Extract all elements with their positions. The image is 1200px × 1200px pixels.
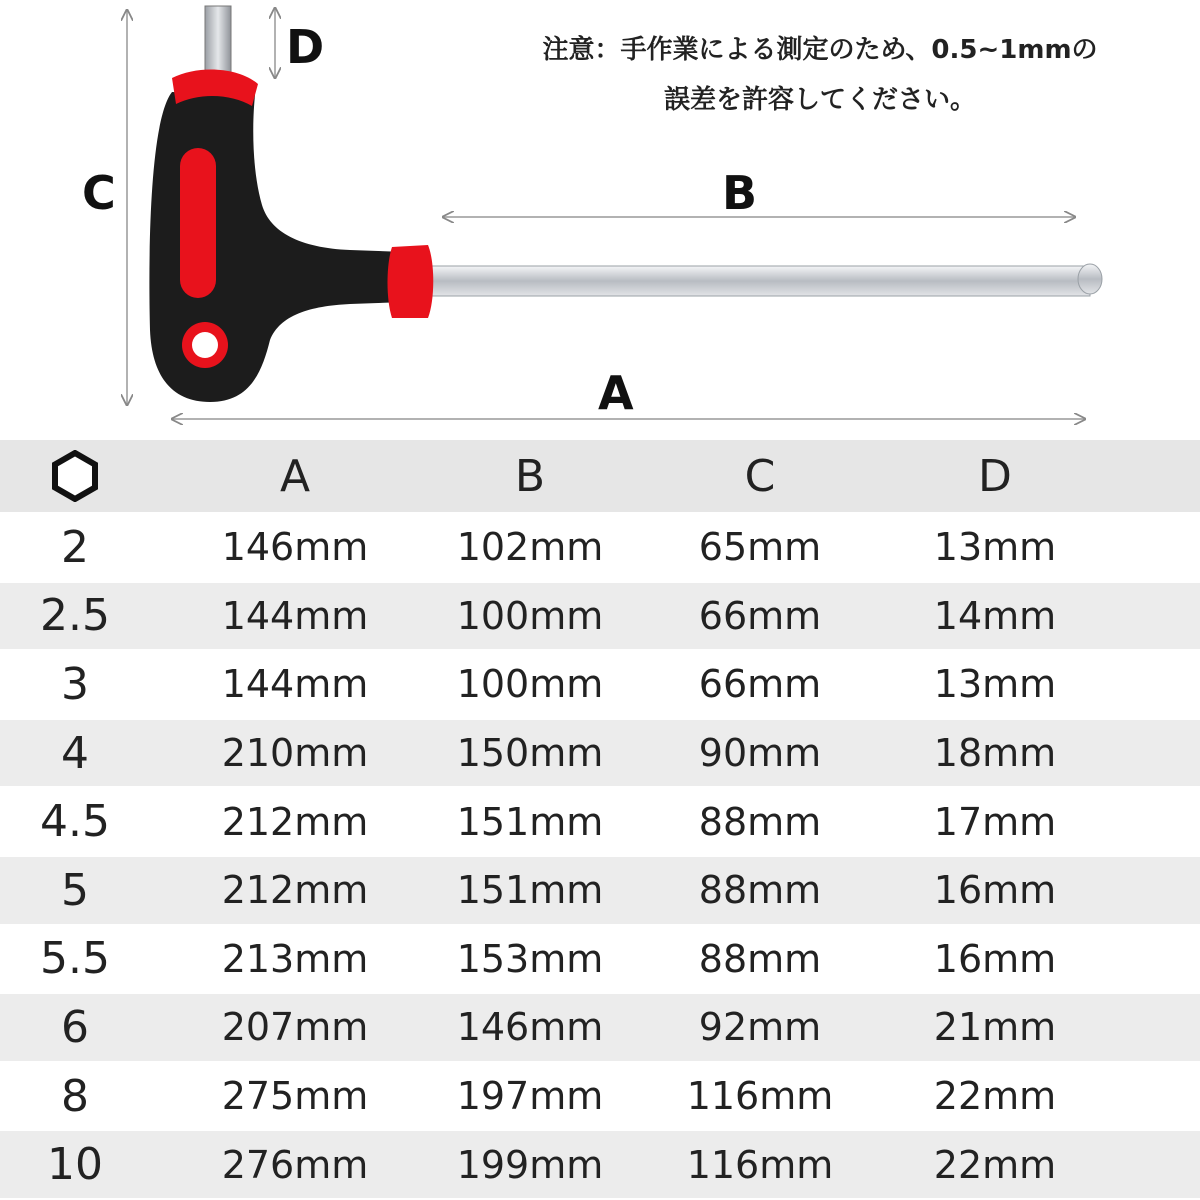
table-row	[0, 514, 1200, 583]
dimension-b-cell: 100mm	[456, 662, 604, 707]
dimension-c-cell: 116mm	[686, 1142, 834, 1187]
size-cell: 6	[61, 1001, 89, 1053]
dimension-c-cell: 92mm	[698, 1005, 822, 1050]
table-row	[0, 1063, 1200, 1132]
table-row	[0, 926, 1200, 995]
size-cell: 2	[61, 521, 89, 573]
dimension-c-cell: 88mm	[698, 799, 822, 844]
dimension-a-cell: 212mm	[221, 799, 369, 844]
dimension-c-cell: 88mm	[698, 868, 822, 913]
dimension-a-cell: 207mm	[221, 1005, 369, 1050]
dimension-d-cell: 22mm	[933, 1142, 1057, 1187]
dimension-a-cell: 210mm	[221, 731, 369, 776]
dimension-a-cell: 144mm	[221, 593, 369, 638]
dimension-d-cell: 21mm	[933, 1005, 1057, 1050]
dimension-d-cell: 18mm	[933, 731, 1057, 776]
dimension-d-cell: 14mm	[933, 593, 1057, 638]
dimension-d-cell: 16mm	[933, 936, 1057, 981]
table-row	[0, 583, 1200, 652]
handle-collar	[388, 245, 434, 318]
tool-diagram	[0, 0, 1200, 440]
table-row	[0, 994, 1200, 1063]
size-spec-table	[0, 440, 1200, 1200]
dimension-b-cell: 199mm	[456, 1142, 604, 1187]
dimension-a-cell: 146mm	[221, 525, 369, 570]
measurement-note-line2: 誤差を許容してください。	[663, 85, 976, 115]
handle-hole	[192, 332, 218, 358]
size-cell: 3	[61, 658, 89, 710]
dimension-a-cell: 212mm	[221, 868, 369, 913]
table-row	[0, 788, 1200, 857]
dimension-c-cell: 66mm	[698, 662, 822, 707]
dimension-c-cell: 90mm	[698, 731, 822, 776]
table-header-row	[0, 440, 1200, 514]
table-row	[0, 651, 1200, 720]
header-a: A	[279, 450, 311, 502]
header-d: D	[978, 450, 1012, 502]
dimension-a-cell: 275mm	[221, 1074, 369, 1119]
dim-label-c: C	[82, 166, 116, 220]
size-cell: 10	[47, 1139, 103, 1191]
dimension-a-cell: 213mm	[221, 936, 369, 981]
dimension-b-cell: 153mm	[456, 936, 604, 981]
dimension-b-cell: 151mm	[456, 799, 604, 844]
dimension-c-cell: 66mm	[698, 593, 822, 638]
size-cell: 4	[61, 727, 89, 779]
table-row	[0, 720, 1200, 789]
dimension-c-cell: 65mm	[698, 525, 822, 570]
dim-label-a: A	[598, 366, 634, 420]
dimension-d-cell: 16mm	[933, 868, 1057, 913]
dim-label-b: B	[722, 166, 758, 220]
table-row	[0, 857, 1200, 926]
size-cell: 2.5	[40, 590, 110, 642]
dimension-c-cell: 88mm	[698, 936, 822, 981]
dimension-c-cell: 116mm	[686, 1074, 834, 1119]
header-b: B	[514, 450, 546, 502]
size-cell: 5	[61, 864, 89, 916]
dimension-b-cell: 100mm	[456, 593, 604, 638]
dimension-d-cell: 13mm	[933, 662, 1057, 707]
ball-end	[1078, 264, 1102, 294]
hexagon-icon	[20, 440, 130, 512]
size-cell: 8	[61, 1070, 89, 1122]
table-row	[0, 1131, 1200, 1200]
hex-pin-short	[205, 6, 231, 76]
dim-label-d: D	[286, 20, 325, 74]
handle-grip-insert	[180, 148, 216, 298]
size-cell: 5.5	[40, 933, 110, 985]
dimension-b-cell: 146mm	[456, 1005, 604, 1050]
size-cell: 4.5	[40, 796, 110, 848]
dimension-d-cell: 22mm	[933, 1074, 1057, 1119]
dimension-b-cell: 150mm	[456, 731, 604, 776]
dimension-b-cell: 197mm	[456, 1074, 604, 1119]
dimension-a-cell: 144mm	[221, 662, 369, 707]
dimension-d-cell: 17mm	[933, 799, 1057, 844]
dimension-b-cell: 151mm	[456, 868, 604, 913]
dimension-d-cell: 13mm	[933, 525, 1057, 570]
dimension-b-cell: 102mm	[456, 525, 604, 570]
hex-shaft-long	[420, 266, 1090, 296]
dimension-a-cell: 276mm	[221, 1142, 369, 1187]
measurement-note-line1: 注意：手作業による測定のため、0.5~1mmの	[542, 35, 1098, 65]
header-c: C	[744, 450, 776, 502]
